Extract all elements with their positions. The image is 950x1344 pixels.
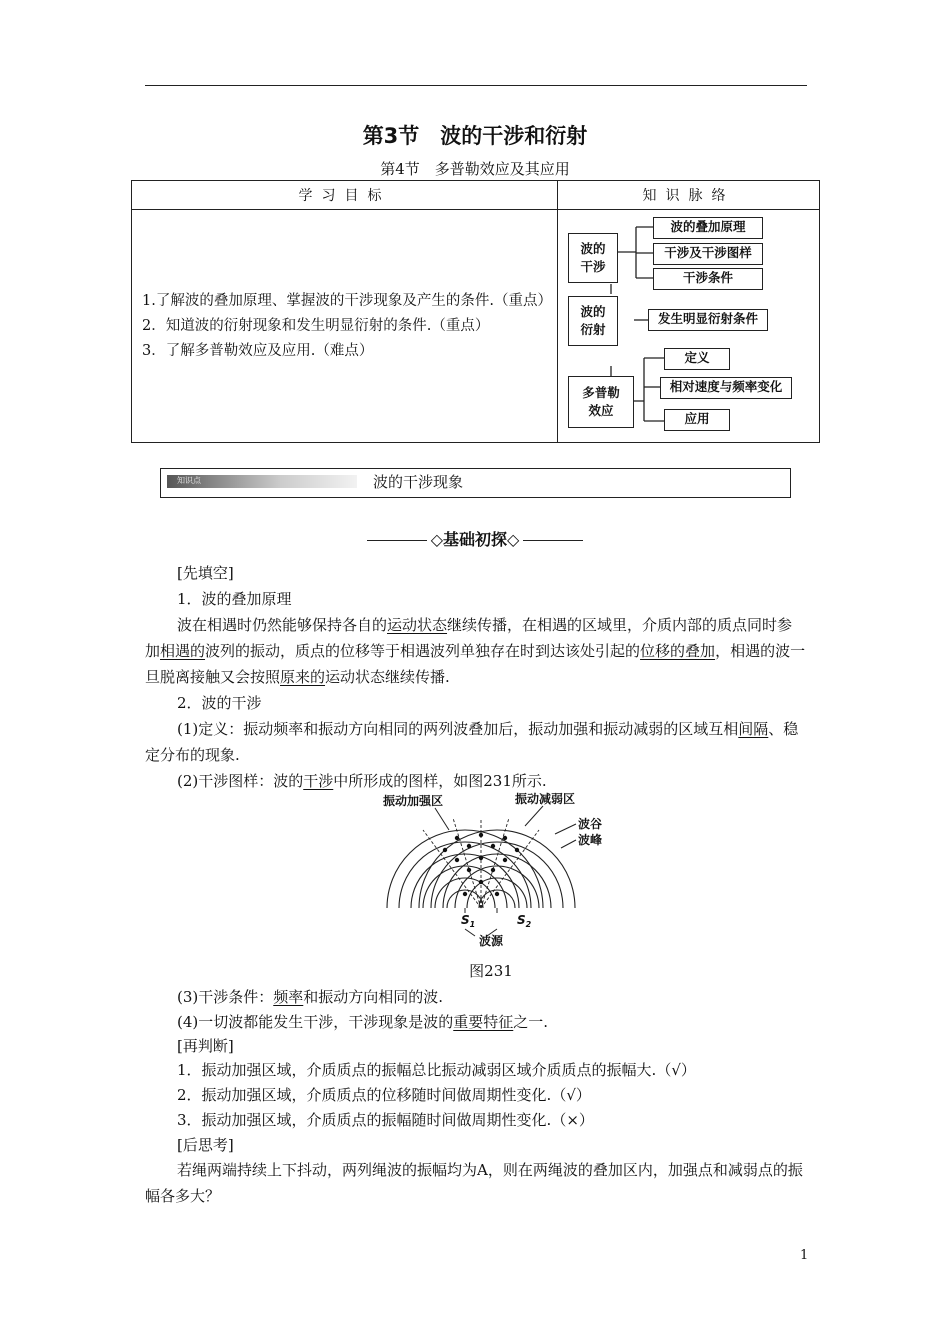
goal-item: 2．知道波的衍射现象和发生明显衍射的条件.（重点） bbox=[142, 317, 490, 334]
p1-text: 波在相遇时仍然能够保持各自的运动状态继续传播，在相遇的区域里，介质内部的质点同时参加相遇的波列的振动，质点的位移等于相遇波列单独存在时到达该处引起的位移的叠加，相遇的波一旦脱离接触又会按照原来的运动状态继续传播. bbox=[145, 616, 806, 686]
goals-table bbox=[131, 180, 820, 443]
goal-item: 3．了解多普勒效应及应用.（难点） bbox=[142, 342, 374, 359]
goal-item: 1.了解波的叠加原理、掌握波的干涉现象及产生的条件.（重点） bbox=[142, 292, 552, 309]
interference-figure bbox=[375, 790, 635, 955]
source-markers bbox=[435, 806, 576, 936]
p1-heading: 1．波的叠加原理 bbox=[177, 590, 292, 608]
label-strong-zone: 振动加强区 bbox=[383, 794, 444, 808]
fill-heading: [先填空] bbox=[177, 564, 234, 582]
map-node-diffraction: 波的衍射 bbox=[568, 296, 618, 346]
label-crest: 波峰 bbox=[578, 833, 603, 847]
map-node-application: 应用 bbox=[664, 409, 730, 431]
judge-item: 1．振动加强区域，介质质点的振幅总比振动减弱区域介质质点的振幅大.（√） bbox=[177, 1061, 696, 1079]
label-weak-zone: 振动减弱区 bbox=[515, 792, 576, 806]
map-node-interference-condition: 干涉条件 bbox=[653, 268, 763, 290]
label-s1: $S_1$ bbox=[461, 913, 476, 929]
judge-item: 2．振动加强区域，介质质点的位移随时间做周期性变化.（√） bbox=[177, 1086, 591, 1104]
knowledge-map-header: 知识脉络 bbox=[558, 181, 820, 210]
p2-condition: (3)干涉条件：频率和振动方向相同的波. bbox=[177, 988, 444, 1006]
map-node-interference-pattern: 干涉及干涉图样 bbox=[653, 243, 763, 265]
p2-definition: (1)定义：振动频率和振动方向相同的两列波叠加后，振动加强和振动减弱的区域互相间隔、稳定分布的现象. bbox=[145, 720, 799, 764]
goals-list bbox=[132, 210, 558, 443]
map-node-definition: 定义 bbox=[664, 348, 730, 370]
page-number: 1 bbox=[800, 1248, 809, 1263]
label-s2: $S_2$ bbox=[517, 913, 532, 929]
map-node-doppler: 多普勒效应 bbox=[568, 376, 634, 428]
label-trough: 波谷 bbox=[578, 817, 603, 831]
p2-feature: (4)一切波都能发生干涉，干涉现象是波的重要特征之一. bbox=[177, 1013, 549, 1031]
header-rule bbox=[145, 85, 807, 86]
p2-heading: 2．波的干涉 bbox=[177, 694, 262, 712]
map-node-superposition: 波的叠加原理 bbox=[653, 217, 763, 239]
banner-text: 波的干涉现象 bbox=[373, 473, 464, 491]
think-text: 若绳两端持续上下抖动，两列绳波的振幅均为A，则在两绳波的叠加区内，加强点和减弱点的振幅各多大？ bbox=[145, 1161, 803, 1205]
knowledge-point-banner bbox=[160, 468, 791, 498]
map-node-interference: 波的干涉 bbox=[568, 233, 618, 283]
page-title: 第3节 波的干涉和衍射 bbox=[362, 124, 588, 148]
section-title: ◇基础初探◇ bbox=[0, 527, 950, 550]
p2-pattern: (2)干涉图样：波的干涉中所形成的图样，如图231所示. bbox=[177, 772, 547, 790]
judge-heading: [再判断] bbox=[177, 1037, 234, 1055]
page-subtitle: 第4节 多普勒效应及其应用 bbox=[380, 160, 570, 178]
label-source: 波源 bbox=[479, 934, 504, 948]
section-rule-left bbox=[367, 540, 427, 541]
knowledge-map bbox=[558, 210, 820, 443]
goals-header: 学习目标 bbox=[132, 181, 558, 210]
map-node-diffraction-condition: 发生明显衍射条件 bbox=[648, 309, 768, 331]
think-heading: [后思考] bbox=[177, 1136, 234, 1154]
judge-item: 3．振动加强区域，介质质点的振幅随时间做周期性变化.（×） bbox=[177, 1111, 594, 1129]
banner-tag-image: 知识点 bbox=[167, 475, 357, 488]
section-rule-right bbox=[523, 540, 583, 541]
figure-caption: 图231 bbox=[469, 962, 513, 980]
nodal-lines bbox=[423, 818, 539, 908]
map-node-relative-velocity: 相对速度与频率变化 bbox=[660, 377, 792, 399]
